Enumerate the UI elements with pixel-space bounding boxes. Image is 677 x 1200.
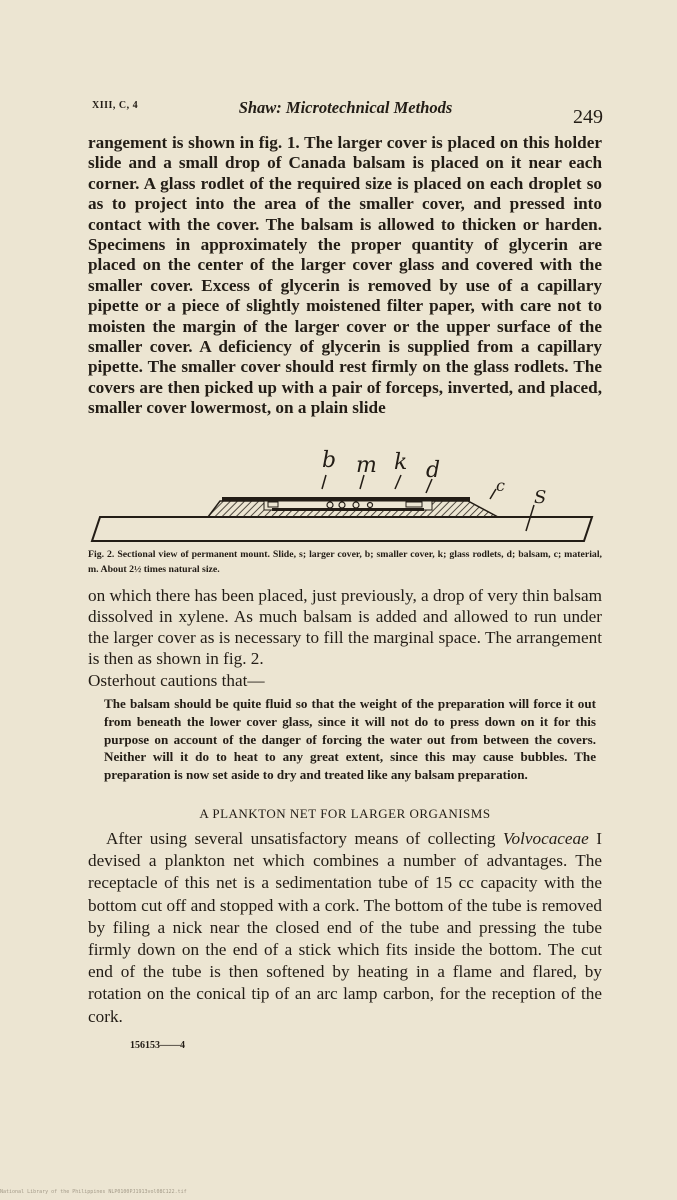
larger-cover <box>222 497 470 501</box>
smaller-cover <box>272 508 424 511</box>
rodlet-left <box>268 502 278 507</box>
p4-text-start: After using several unsatisfactory means of collecting <box>106 829 503 848</box>
section-heading: A PLANKTON NET FOR LARGER ORGANISMS <box>199 806 491 821</box>
label-m: m <box>356 453 377 478</box>
slide-shape <box>92 517 592 541</box>
block-quote: The balsam should be quite fluid so that the weight of the preparation will force it out from beneath the lower cover glass, since it will not do to press down on it for this purpose on account of the danger of forcing the water out from between the covers. Neither will it do to heat to any great extent, since this may cause bubbles. The preparation is now set aside to dry and treated like any balsam preparation. <box>104 696 596 783</box>
label-b: b <box>322 448 337 473</box>
scan-attribution: National Library of the Philippines NLP0100PJ1913vol08C122.tif <box>0 1189 187 1195</box>
rodlet-right <box>406 502 422 507</box>
page-number: 249 <box>573 106 603 128</box>
p4-taxon: Volvocaceae <box>502 829 589 848</box>
label-d: d <box>426 458 441 483</box>
figure-2-drawing <box>88 445 602 545</box>
label-c: c <box>496 476 505 495</box>
paragraph-continuation: rangement is shown in fig. 1. The larger cover is placed on this holder slide and a small drop of Canada balsam is placed on it near each corner. A glass rodlet of the required size is placed on each droplet so as to project into the area of the smaller cover, and pressed into contact with the cover. The balsam is allowed to thicken or harden. Specimens in approximately the proper quantity of glycerin are placed on the center of the larger cover glass and covered with the smaller cover. Excess of glycerin is removed by use of a capillary pipette or a piece of slightly moistened filter paper, with care not to moisten the margin of the larger cover or the upper surface of the smaller cover. A deficiency of glycerin is supplied from a capillary pipette. The smaller cover should rest firmly on the glass rodlets. The covers are then picked up with a pair of forceps, inverted, and placed, smaller cover lowermost, on a plain slide <box>88 133 602 418</box>
paragraph-osterhout: Osterhout cautions that— <box>88 671 265 690</box>
section-reference: XIII, C, 4 <box>92 100 139 111</box>
paragraph-plankton-net <box>88 828 602 1028</box>
label-s: S <box>534 487 547 508</box>
figure-caption: Fig. 2. Sectional view of permanent mount. Slide, s; larger cover, b; smaller cover, k; glass rodlets, d; balsam, c; material, m. About 2½ times natural size. <box>88 549 602 575</box>
label-k: k <box>394 450 408 475</box>
running-title: Shaw: Microtechnical Methods <box>238 98 453 117</box>
paragraph-mount: on which there has been placed, just previously, a drop of very thin balsam dissolved in xylene. As much balsam is added and allowed to run under the larger cover as is necessary to fill the marginal space. The arrangement is then as shown in fig. 2. <box>88 586 602 668</box>
leader-k <box>395 475 401 489</box>
p4-text-end: I devised a plankton net which combines a number of advantages. The receptacle of this net is a sedimentation tube of 15 cc capacity with the bottom cut off and stopped with a cork. The bottom of the tube is removed by filing a nick near the closed end of the tube and pressing the tube firmly down on the end of a stick which fits inside the bottom. The cut end of the tube is then softened by heating in a flame and flared, by rotation on the conical tip of an arc lamp carbon, for the reception of the cork. <box>88 829 602 1026</box>
figure-2-sectional-view <box>88 445 602 550</box>
running-header <box>88 92 603 128</box>
signature-code: 156153——4 <box>130 1040 185 1051</box>
leader-b <box>322 475 326 489</box>
